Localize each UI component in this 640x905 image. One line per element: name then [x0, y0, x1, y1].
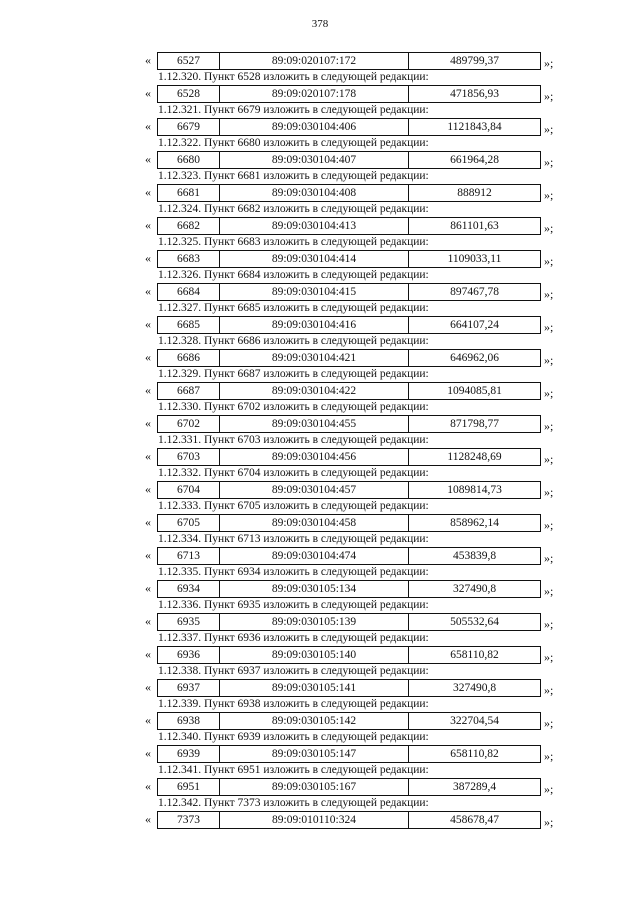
amendment-block — [0, 135, 640, 168]
amendment-heading: 1.12.339. Пункт 6938 изложить в следующей редакции: — [158, 698, 429, 710]
open-quote: « — [145, 383, 151, 397]
value-cell: 897467,78 — [450, 286, 499, 298]
open-quote: « — [145, 449, 151, 463]
entry-table — [157, 151, 541, 169]
item-number-cell: 6687 — [158, 383, 220, 399]
cadastral-number-cell: 89:09:030104:406 — [220, 119, 409, 135]
document-body — [0, 52, 640, 828]
value-cell: 658110,82 — [450, 649, 499, 661]
item-number-cell: 6937 — [158, 680, 220, 696]
close-quote: »; — [544, 551, 554, 565]
amendment-block — [0, 531, 640, 564]
close-quote: »; — [544, 89, 554, 103]
open-quote: « — [145, 614, 151, 628]
close-quote: »; — [544, 716, 554, 730]
open-quote: « — [145, 218, 151, 232]
open-quote: « — [145, 647, 151, 661]
entry-table — [157, 217, 541, 235]
amendment-block — [0, 69, 640, 102]
entry-table — [157, 382, 541, 400]
table-row — [0, 85, 640, 102]
value-cell: 387289,4 — [452, 781, 497, 793]
value-cell: 453839,8 — [452, 550, 497, 562]
value-cell: 871798,77 — [450, 418, 499, 430]
cadastral-number-cell: 89:09:030104:422 — [220, 383, 409, 399]
amendment-heading: 1.12.320. Пункт 6528 изложить в следующей редакции: — [158, 71, 429, 83]
close-quote: »; — [544, 782, 554, 796]
close-quote: »; — [544, 518, 554, 532]
close-quote: »; — [544, 122, 554, 136]
close-quote: »; — [544, 683, 554, 697]
entry-table — [157, 349, 541, 367]
value-cell: 858962,14 — [450, 517, 499, 529]
entry-table — [157, 415, 541, 433]
amendment-heading: 1.12.334. Пункт 6713 изложить в следующей редакции: — [158, 533, 429, 545]
cadastral-number-cell: 89:09:030105:167 — [220, 779, 409, 795]
close-quote: »; — [544, 155, 554, 169]
value-cell: 661964,28 — [450, 154, 499, 166]
amendment-heading: 1.12.321. Пункт 6679 изложить в следующей редакции: — [158, 104, 429, 116]
amendment-block — [0, 432, 640, 465]
amendment-heading: 1.12.324. Пункт 6682 изложить в следующей редакции: — [158, 203, 429, 215]
open-quote: « — [145, 416, 151, 430]
table-row — [0, 382, 640, 399]
value-cell: 646962,06 — [450, 352, 499, 364]
table-row — [0, 283, 640, 300]
amendment-block — [0, 762, 640, 795]
table-row — [0, 349, 640, 366]
table-row — [0, 118, 640, 135]
table-row — [0, 778, 640, 795]
value-cell: 458678,47 — [450, 814, 499, 826]
close-quote: »; — [544, 188, 554, 202]
amendment-block — [0, 729, 640, 762]
cadastral-number-cell: 89:09:030105:141 — [220, 680, 409, 696]
open-quote: « — [145, 185, 151, 199]
value-cell: 888912 — [457, 187, 492, 199]
open-quote: « — [145, 350, 151, 364]
cadastral-number-cell: 89:09:030104:407 — [220, 152, 409, 168]
cadastral-number-cell: 89:09:030105:134 — [220, 581, 409, 597]
open-quote: « — [145, 812, 151, 826]
open-quote: « — [145, 713, 151, 727]
table-row — [0, 52, 640, 69]
cadastral-number-cell: 89:09:020107:172 — [220, 53, 409, 69]
amendment-heading: 1.12.336. Пункт 6935 изложить в следующей редакции: — [158, 599, 429, 611]
amendment-block — [0, 630, 640, 663]
entry-table — [157, 250, 541, 268]
item-number-cell: 6936 — [158, 647, 220, 663]
entry-table — [157, 811, 541, 829]
value-cell: 505532,64 — [450, 616, 499, 628]
amendment-heading: 1.12.322. Пункт 6680 изложить в следующей редакции: — [158, 137, 429, 149]
page-number: 378 — [311, 18, 329, 30]
table-row — [0, 415, 640, 432]
amendment-heading: 1.12.331. Пункт 6703 изложить в следующей редакции: — [158, 434, 429, 446]
item-number-cell: 6679 — [158, 119, 220, 135]
close-quote: »; — [544, 221, 554, 235]
amendment-block — [0, 201, 640, 234]
close-quote: »; — [544, 617, 554, 631]
close-quote: »; — [544, 749, 554, 763]
entry-table — [157, 85, 541, 103]
item-number-cell: 6685 — [158, 317, 220, 333]
amendment-heading: 1.12.328. Пункт 6686 изложить в следующей редакции: — [158, 335, 429, 347]
entry-table — [157, 679, 541, 697]
amendment-heading: 1.12.342. Пункт 7373 изложить в следующей редакции: — [158, 797, 429, 809]
table-row — [0, 316, 640, 333]
entry-table — [157, 514, 541, 532]
item-number-cell: 6951 — [158, 779, 220, 795]
cadastral-number-cell: 89:09:030104:415 — [220, 284, 409, 300]
cadastral-number-cell: 89:09:030105:147 — [220, 746, 409, 762]
entry-table — [157, 481, 541, 499]
value-cell: 327490,8 — [452, 583, 497, 595]
amendment-block — [0, 168, 640, 201]
table-row — [0, 481, 640, 498]
item-number-cell: 7373 — [158, 812, 220, 828]
table-row — [0, 151, 640, 168]
amendment-block — [0, 795, 640, 828]
entry-table — [157, 547, 541, 565]
open-quote: « — [145, 482, 151, 496]
close-quote: »; — [544, 56, 554, 70]
item-number-cell: 6681 — [158, 185, 220, 201]
cadastral-number-cell: 89:09:030104:416 — [220, 317, 409, 333]
table-row — [0, 547, 640, 564]
amendment-block — [0, 564, 640, 597]
cadastral-number-cell: 89:09:030104:458 — [220, 515, 409, 531]
amendment-heading: 1.12.340. Пункт 6939 изложить в следующей редакции: — [158, 731, 429, 743]
item-number-cell: 6680 — [158, 152, 220, 168]
cadastral-number-cell: 89:09:010110:324 — [220, 812, 409, 828]
item-number-cell: 6705 — [158, 515, 220, 531]
entry-table — [157, 283, 541, 301]
item-number-cell: 6686 — [158, 350, 220, 366]
item-number-cell: 6527 — [158, 53, 220, 69]
cadastral-number-cell: 89:09:030105:139 — [220, 614, 409, 630]
table-row — [0, 712, 640, 729]
value-cell: 471856,93 — [450, 88, 499, 100]
amendment-heading: 1.12.326. Пункт 6684 изложить в следующей редакции: — [158, 269, 429, 281]
close-quote: »; — [544, 386, 554, 400]
item-number-cell: 6704 — [158, 482, 220, 498]
value-cell: 1094085,81 — [447, 385, 502, 397]
amendment-heading: 1.12.325. Пункт 6683 изложить в следующей редакции: — [158, 236, 429, 248]
item-number-cell: 6703 — [158, 449, 220, 465]
amendment-block — [0, 498, 640, 531]
item-number-cell: 6702 — [158, 416, 220, 432]
close-quote: »; — [544, 419, 554, 433]
close-quote: »; — [544, 254, 554, 268]
open-quote: « — [145, 317, 151, 331]
open-quote: « — [145, 284, 151, 298]
table-row — [0, 613, 640, 630]
entry-table — [157, 316, 541, 334]
item-number-cell: 6939 — [158, 746, 220, 762]
entry-table — [157, 646, 541, 664]
cadastral-number-cell: 89:09:030104:455 — [220, 416, 409, 432]
item-number-cell: 6683 — [158, 251, 220, 267]
table-row — [0, 679, 640, 696]
open-quote: « — [145, 515, 151, 529]
value-cell: 861101,63 — [450, 220, 499, 232]
cadastral-number-cell: 89:09:030104:414 — [220, 251, 409, 267]
item-number-cell: 6935 — [158, 614, 220, 630]
entry-table — [157, 118, 541, 136]
amendment-heading: 1.12.335. Пункт 6934 изложить в следующей редакции: — [158, 566, 429, 578]
open-quote: « — [145, 746, 151, 760]
amendment-block — [0, 696, 640, 729]
value-cell: 1109033,11 — [447, 253, 502, 265]
close-quote: »; — [544, 584, 554, 598]
table-row — [0, 250, 640, 267]
amendment-block — [0, 300, 640, 333]
entry-table — [157, 778, 541, 796]
amendment-heading: 1.12.341. Пункт 6951 изложить в следующей редакции: — [158, 764, 429, 776]
cadastral-number-cell: 89:09:030104:421 — [220, 350, 409, 366]
amendment-block — [0, 597, 640, 630]
cadastral-number-cell: 89:09:030104:474 — [220, 548, 409, 564]
cadastral-number-cell: 89:09:030105:142 — [220, 713, 409, 729]
close-quote: »; — [544, 320, 554, 334]
item-number-cell: 6682 — [158, 218, 220, 234]
amendment-heading: 1.12.332. Пункт 6704 изложить в следующей редакции: — [158, 467, 429, 479]
close-quote: »; — [544, 815, 554, 829]
open-quote: « — [145, 548, 151, 562]
cadastral-number-cell: 89:09:030104:408 — [220, 185, 409, 201]
entry-table — [157, 184, 541, 202]
amendment-heading: 1.12.327. Пункт 6685 изложить в следующей редакции: — [158, 302, 429, 314]
amendment-block — [0, 52, 640, 69]
entry-table — [157, 613, 541, 631]
amendment-block — [0, 366, 640, 399]
amendment-block — [0, 267, 640, 300]
amendment-block — [0, 102, 640, 135]
open-quote: « — [145, 53, 151, 67]
close-quote: »; — [544, 452, 554, 466]
amendment-heading: 1.12.330. Пункт 6702 изложить в следующей редакции: — [158, 401, 429, 413]
cadastral-number-cell: 89:09:030105:140 — [220, 647, 409, 663]
cadastral-number-cell: 89:09:030104:413 — [220, 218, 409, 234]
value-cell: 1121843,84 — [447, 121, 502, 133]
close-quote: »; — [544, 485, 554, 499]
table-row — [0, 745, 640, 762]
entry-table — [157, 745, 541, 763]
value-cell: 489799,37 — [450, 55, 499, 67]
amendment-heading: 1.12.329. Пункт 6687 изложить в следующей редакции: — [158, 368, 429, 380]
open-quote: « — [145, 779, 151, 793]
value-cell: 322704,54 — [450, 715, 499, 727]
amendment-block — [0, 399, 640, 432]
table-row — [0, 646, 640, 663]
value-cell: 658110,82 — [450, 748, 499, 760]
open-quote: « — [145, 251, 151, 265]
value-cell: 1128248,69 — [447, 451, 502, 463]
amendment-block — [0, 465, 640, 498]
table-row — [0, 580, 640, 597]
table-row — [0, 811, 640, 828]
amendment-heading: 1.12.338. Пункт 6937 изложить в следующей редакции: — [158, 665, 429, 677]
item-number-cell: 6528 — [158, 86, 220, 102]
amendment-heading: 1.12.333. Пункт 6705 изложить в следующей редакции: — [158, 500, 429, 512]
open-quote: « — [145, 680, 151, 694]
cadastral-number-cell: 89:09:020107:178 — [220, 86, 409, 102]
value-cell: 664107,24 — [450, 319, 499, 331]
item-number-cell: 6713 — [158, 548, 220, 564]
entry-table — [157, 712, 541, 730]
open-quote: « — [145, 152, 151, 166]
amendment-block — [0, 234, 640, 267]
entry-table — [157, 52, 541, 70]
entry-table — [157, 448, 541, 466]
item-number-cell: 6938 — [158, 713, 220, 729]
item-number-cell: 6684 — [158, 284, 220, 300]
table-row — [0, 514, 640, 531]
open-quote: « — [145, 86, 151, 100]
cadastral-number-cell: 89:09:030104:457 — [220, 482, 409, 498]
close-quote: »; — [544, 287, 554, 301]
amendment-heading: 1.12.337. Пункт 6936 изложить в следующей редакции: — [158, 632, 429, 644]
amendment-heading: 1.12.323. Пункт 6681 изложить в следующей редакции: — [158, 170, 429, 182]
table-row — [0, 217, 640, 234]
entry-table — [157, 580, 541, 598]
close-quote: »; — [544, 650, 554, 664]
item-number-cell: 6934 — [158, 581, 220, 597]
open-quote: « — [145, 581, 151, 595]
table-row — [0, 184, 640, 201]
open-quote: « — [145, 119, 151, 133]
amendment-block — [0, 663, 640, 696]
close-quote: »; — [544, 353, 554, 367]
table-row — [0, 448, 640, 465]
cadastral-number-cell: 89:09:030104:456 — [220, 449, 409, 465]
value-cell: 1089814,73 — [447, 484, 502, 496]
value-cell: 327490,8 — [452, 682, 497, 694]
amendment-block — [0, 333, 640, 366]
